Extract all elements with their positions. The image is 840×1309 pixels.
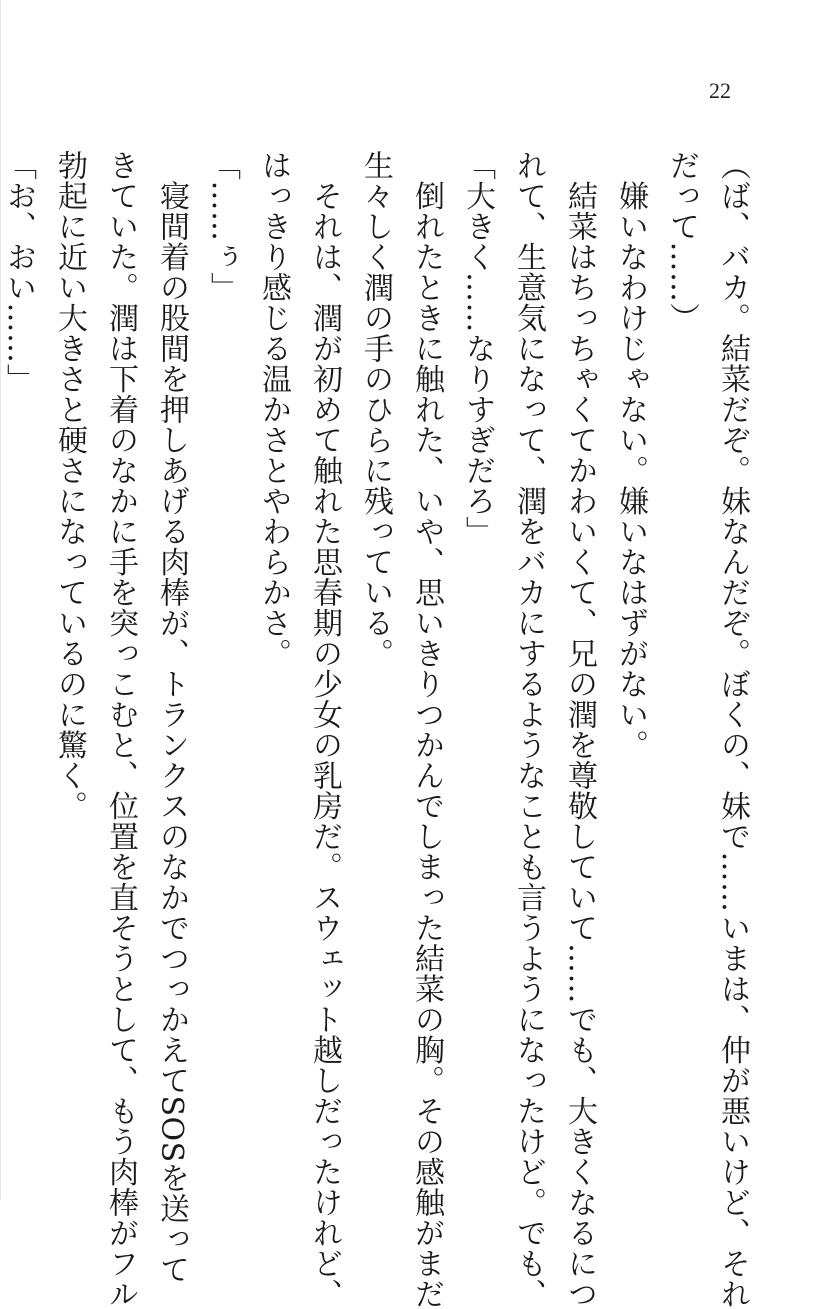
body-text <box>0 150 758 1309</box>
text-line: 寝間着の股間を押しあげる肉棒が、トランクスのなかでつっかえてSOSを送って <box>154 150 189 1285</box>
text-line: 勃起に近い大きさと硬さになっているのに驚く。 <box>52 150 87 821</box>
text-line: はっきり感じる温かさとやわらかさ。 <box>256 150 291 669</box>
page-number: 22 <box>709 78 731 103</box>
text-line: それは、潤が初めて触れた思春期の少女の乳房だ。スウェット越しだったけれど、 <box>307 150 342 1309</box>
text-line: 「お、おい……」 <box>1 150 36 394</box>
text-line: 「……ぅ」 <box>205 150 240 303</box>
text-line: 結菜はちっちゃくてかわいくて、兄の潤を尊敬していて……でも、大きくなるにつ <box>562 150 597 1309</box>
text-line: （ば、バカ。結菜だぞ。妹なんだぞ。ぼくの、妹で……いまは、仲が悪いけど、それ <box>715 150 750 1309</box>
text-line: れて、生意気になって、潤をバカにするようなことも言うようになったけど。でも、 <box>511 150 546 1309</box>
text-line: きていた。潤は下着のなかに手を突っこむと、位置を直そうとして、もう肉棒がフル <box>103 150 138 1309</box>
text-line: 嫌いなわけじゃない。嫌いなはずがない。 <box>613 150 648 760</box>
text-line: 「大きく……なりすぎだろ」 <box>460 150 495 547</box>
text-line: だって……） <box>664 150 699 333</box>
text-line: 倒れたときに触れた、いや、思いきりつかんでしまった結菜の胸。その感触がまだ <box>409 150 444 1309</box>
text-line: 生々しく潤の手のひらに残っている。 <box>358 150 393 669</box>
